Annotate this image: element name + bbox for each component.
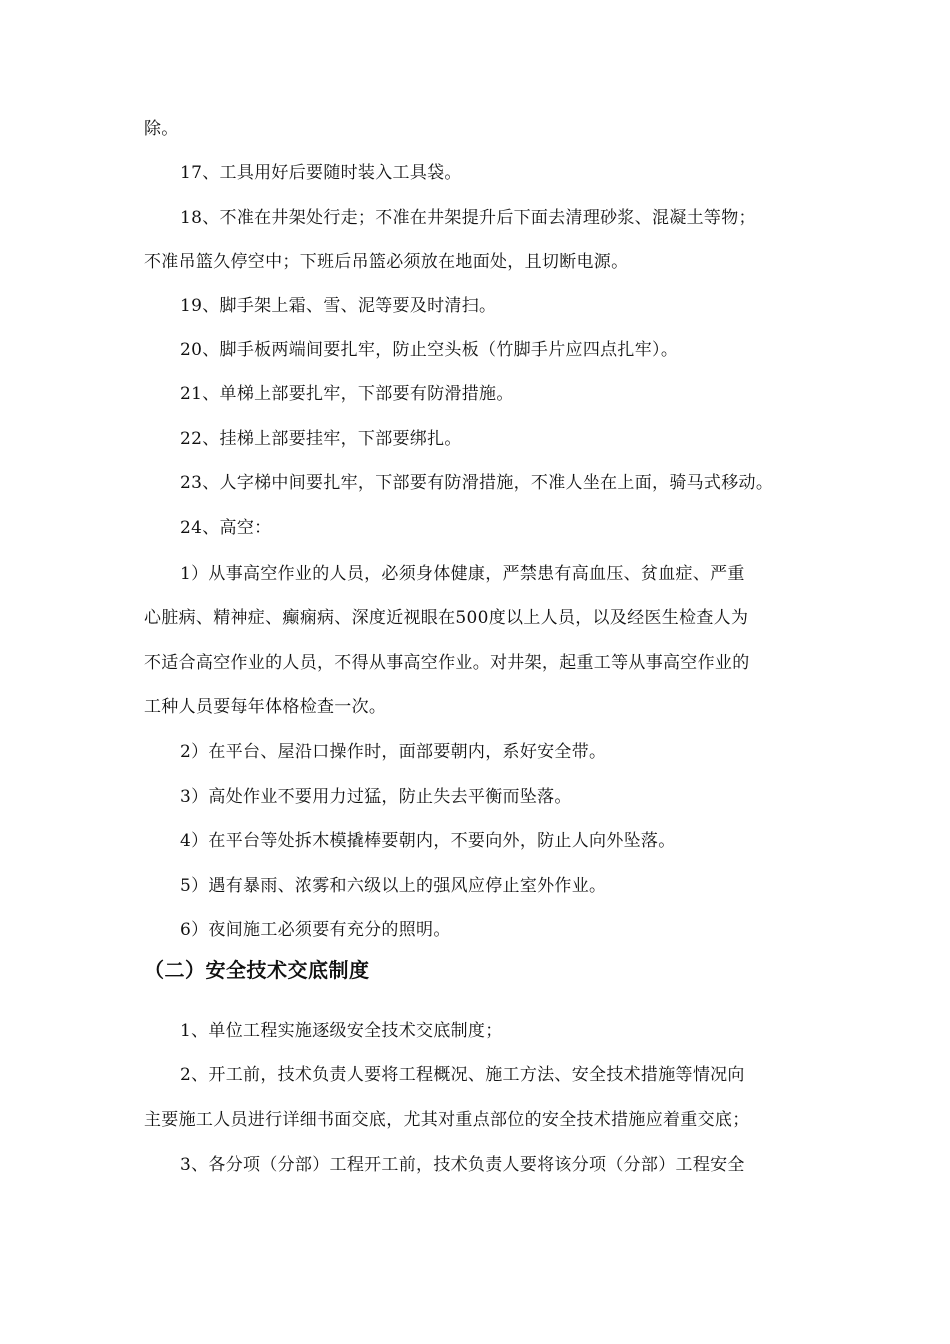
paragraph-line: 2）在平台、屋沿口操作时，面部要朝内，系好安全带。 xyxy=(180,742,607,762)
paragraph-line: 5）遇有暴雨、浓雾和六级以上的强风应停止室外作业。 xyxy=(180,876,607,896)
paragraph-line: 不准吊篮久停空中；下班后吊篮必须放在地面处，且切断电源。 xyxy=(144,252,629,272)
section-heading: （二）安全技术交底制度 xyxy=(144,958,370,982)
paragraph-line: 主要施工人员进行详细书面交底，尤其对重点部位的安全技术措施应着重交底； xyxy=(144,1110,750,1130)
paragraph-line: 4）在平台等处拆木模撬棒要朝内，不要向外，防止人向外坠落。 xyxy=(180,831,676,851)
paragraph-line: 工种人员要每年体格检查一次。 xyxy=(144,697,387,717)
paragraph-line: 心脏病、精神症、癫痫病、深度近视眼在500度以上人员，以及经医生检查人为 xyxy=(144,608,749,628)
paragraph-line: 3、各分项（分部）工程开工前，技术负责人要将该分项（分部）工程安全 xyxy=(180,1155,745,1175)
paragraph-line: 除。 xyxy=(144,119,179,139)
paragraph-line: 不适合高空作业的人员，不得从事高空作业。对井架，起重工等从事高空作业的 xyxy=(144,653,750,673)
paragraph-line: 2、开工前，技术负责人要将工程概况、施工方法、安全技术措施等情况向 xyxy=(180,1065,745,1085)
paragraph-line: 18、不准在井架处行走；不准在井架提升后下面去清理砂浆、混凝土等物； xyxy=(180,208,756,228)
paragraph-line: 24、高空： xyxy=(180,518,272,538)
paragraph-line: 1、单位工程实施逐级安全技术交底制度； xyxy=(180,1021,503,1041)
paragraph-line: 23、人字梯中间要扎牢，下部要有防滑措施，不准人坐在上面，骑马式移动。 xyxy=(180,473,774,493)
paragraph-line: 17、工具用好后要随时装入工具袋。 xyxy=(180,163,462,183)
paragraph-line: 6）夜间施工必须要有充分的照明。 xyxy=(180,920,451,940)
paragraph-line: 3）高处作业不要用力过猛，防止失去平衡而坠落。 xyxy=(180,787,572,807)
paragraph-line: 21、单梯上部要扎牢，下部要有防滑措施。 xyxy=(180,384,514,404)
paragraph-line: 22、挂梯上部要挂牢，下部要绑扎。 xyxy=(180,429,462,449)
paragraph-line: 1）从事高空作业的人员，必须身体健康，严禁患有高血压、贫血症、严重 xyxy=(180,564,745,584)
paragraph-line: 20、脚手板两端间要扎牢，防止空头板（竹脚手片应四点扎牢）。 xyxy=(180,340,679,360)
paragraph-line: 19、脚手架上霜、雪、泥等要及时清扫。 xyxy=(180,296,497,316)
